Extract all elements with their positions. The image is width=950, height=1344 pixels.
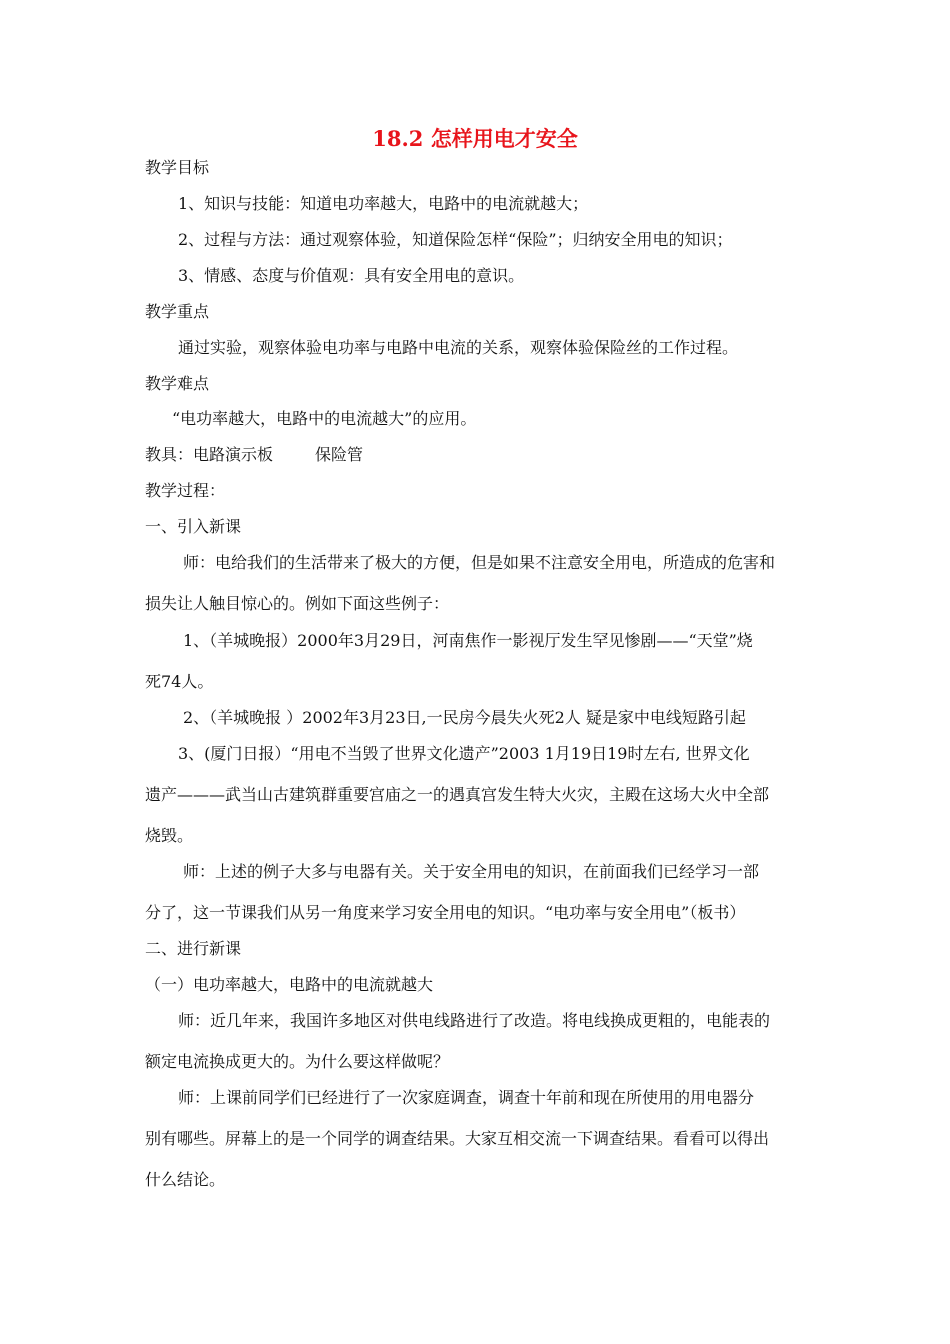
key-points-text: 通过实验，观察体验电功率与电路中电流的关系，观察体验保险丝的工作过程。 bbox=[178, 338, 739, 357]
section2-para2-line-3: 什么结论。 bbox=[145, 1170, 226, 1189]
document-title: 18.2 怎样用电才安全 bbox=[372, 126, 578, 151]
section2-subheading: （一）电功率越大，电路中的电流就越大 bbox=[145, 975, 434, 994]
section2-heading: 二、进行新课 bbox=[145, 939, 242, 958]
section2-para1-line-1: 师：近几年来，我国许多地区对供电线路进行了改造。将电线换成更粗的，电能表的 bbox=[178, 1011, 771, 1030]
difficulties-heading: 教学难点 bbox=[145, 374, 210, 393]
tools-line bbox=[145, 445, 363, 465]
process-heading: 教学过程： bbox=[145, 481, 226, 500]
tools-label: 教具：电路演示板 bbox=[145, 445, 274, 464]
section2-para1-line-2: 额定电流换成更大的。为什么要这样做呢？ bbox=[145, 1052, 450, 1071]
example3-line-2: 遗产———武当山古建筑群重要宫庙之一的遇真宫发生特大火灾，主殿在这场大火中全部 bbox=[145, 785, 770, 804]
section1-heading: 一、引入新课 bbox=[145, 517, 242, 536]
example2-line: 2、（羊城晚报 ）2002年3月23日,一民房今晨失火死2人 疑是家中电线短路引起 bbox=[183, 708, 746, 727]
example3-line-1: 3、(厦门日报）“用电不当毁了世界文化遗产”2003 1月19日19时左右, 世界文化 bbox=[178, 744, 750, 763]
section1-summary-line-2: 分了，这一节课我们从另一角度来学习安全用电的知识。“电功率与安全用电”（板书） bbox=[145, 903, 746, 922]
section1-intro-line-1: 师：电给我们的生活带来了极大的方便，但是如果不注意安全用电，所造成的危害和 bbox=[183, 553, 776, 572]
example1-line-1: 1、（羊城晚报）2000年3月29日，河南焦作一影视厅发生罕见惨剧——“天堂”烧 bbox=[183, 631, 753, 650]
objectives-heading: 教学目标 bbox=[145, 158, 210, 177]
example1-line-2: 死74人。 bbox=[145, 672, 214, 691]
key-points-heading: 教学重点 bbox=[145, 302, 210, 321]
section2-para2-line-2: 别有哪些。屏幕上的是一个同学的调查结果。大家互相交流一下调查结果。看看可以得出 bbox=[145, 1129, 770, 1148]
objective-item-2: 2、过程与方法：通过观察体验，知道保险怎样“保险”；归纳安全用电的知识； bbox=[178, 230, 733, 249]
section1-intro-line-2: 损失让人触目惊心的。例如下面这些例子： bbox=[145, 594, 450, 613]
section1-summary-line-1: 师：上述的例子大多与电器有关。关于安全用电的知识，在前面我们已经学习一部 bbox=[183, 862, 760, 881]
objective-item-1: 1、知识与技能：知道电功率越大，电路中的电流就越大； bbox=[178, 194, 589, 213]
tools-item-2: 保险管 bbox=[315, 445, 364, 464]
example3-line-3: 烧毁。 bbox=[145, 826, 194, 845]
section2-para2-line-1: 师：上课前同学们已经进行了一次家庭调查，调查十年前和现在所使用的用电器分 bbox=[178, 1088, 755, 1107]
objective-item-3: 3、情感、态度与价值观：具有安全用电的意识。 bbox=[178, 266, 525, 285]
difficulties-text: “电功率越大，电路中的电流越大”的应用。 bbox=[172, 409, 477, 428]
